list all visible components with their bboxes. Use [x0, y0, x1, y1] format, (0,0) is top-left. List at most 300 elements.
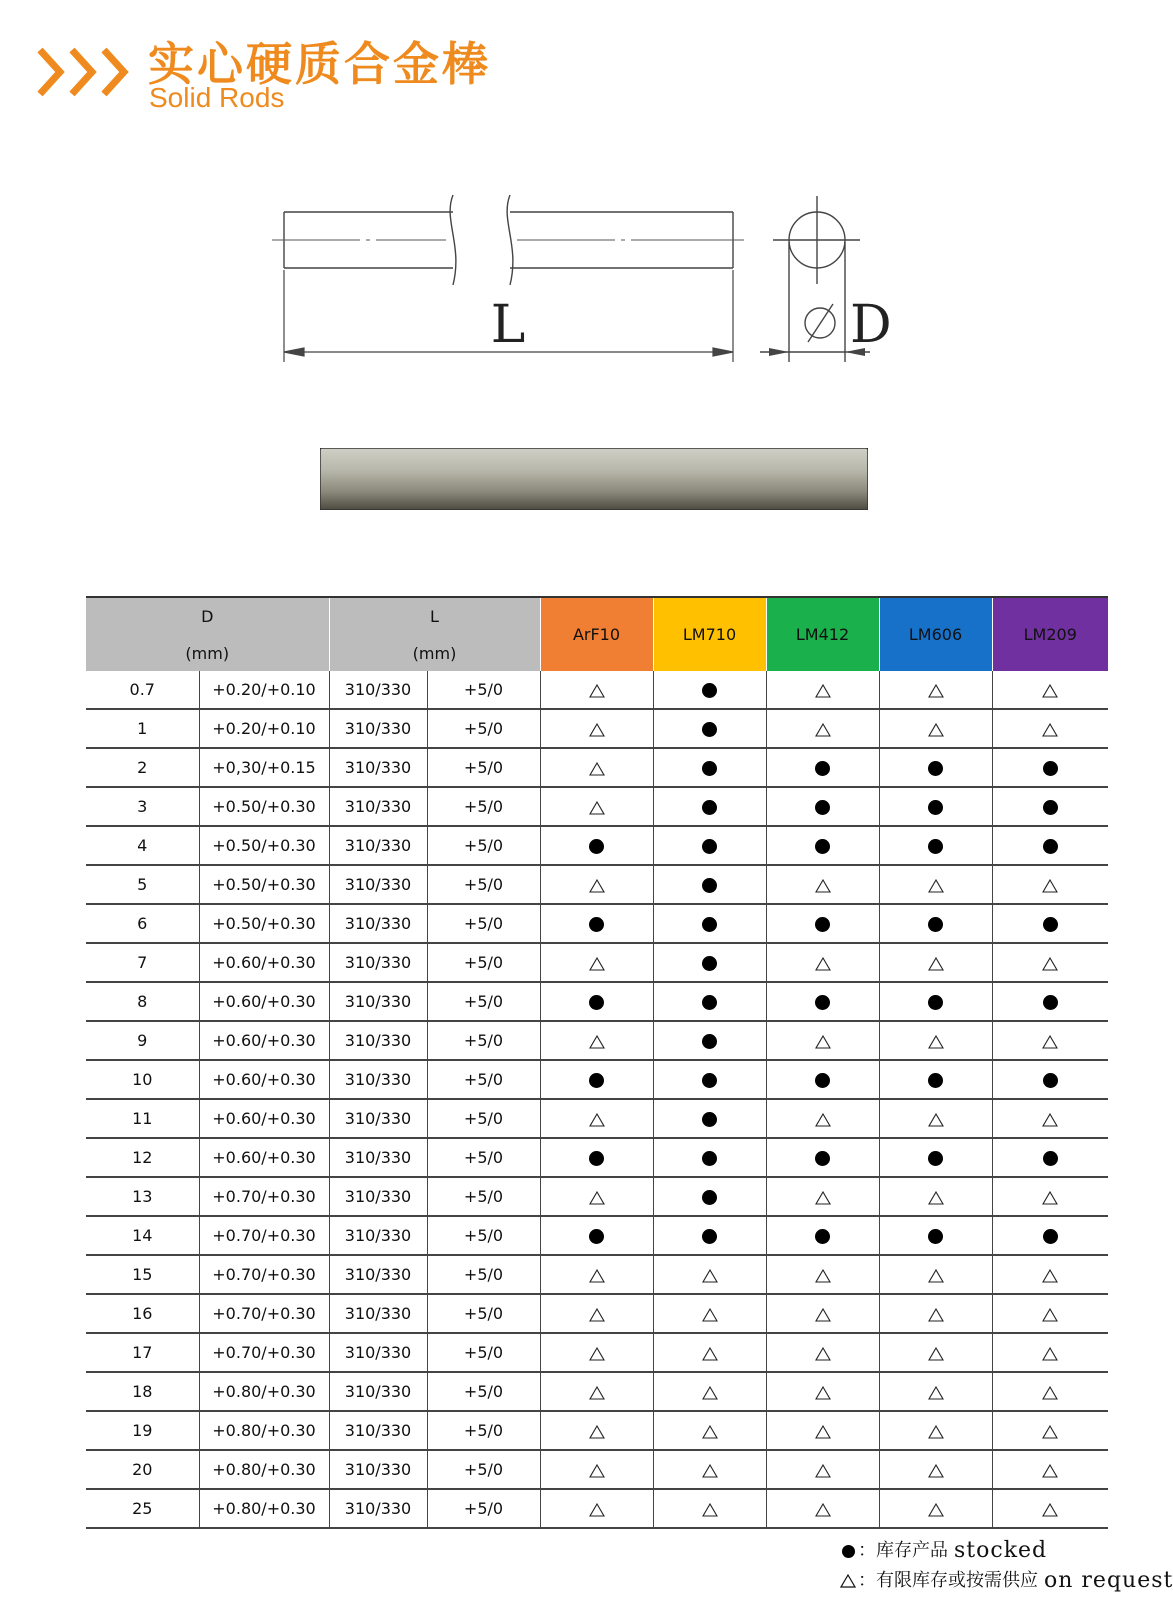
stocked-dot-icon: [1043, 761, 1058, 776]
length-tolerance-cell: +5/0: [427, 1372, 540, 1411]
diameter-tolerance-cell: +0.70/+0.30: [199, 1294, 329, 1333]
availability-cell: [766, 904, 879, 943]
stocked-dot-icon: [702, 1229, 717, 1244]
availability-cell: [766, 1333, 879, 1372]
diameter-cell: 5: [86, 865, 199, 904]
availability-cell: [540, 982, 653, 1021]
on-request-triangle-icon: [815, 879, 831, 893]
diameter-cell: 3: [86, 787, 199, 826]
length-tolerance-cell: +5/0: [427, 1411, 540, 1450]
availability-cell: [879, 1255, 992, 1294]
availability-cell: [992, 1294, 1108, 1333]
availability-cell: [879, 1099, 992, 1138]
stocked-dot-icon: [702, 1151, 717, 1166]
availability-cell: [766, 709, 879, 748]
stocked-dot-icon: [815, 995, 830, 1010]
diameter-cell: 0.7: [86, 671, 199, 709]
availability-cell: [766, 1255, 879, 1294]
availability-cell: [766, 1372, 879, 1411]
length-tolerance-cell: +5/0: [427, 787, 540, 826]
availability-cell: [992, 1021, 1108, 1060]
on-request-triangle-icon: [928, 1386, 944, 1400]
availability-cell: [766, 1450, 879, 1489]
diameter-cell: 7: [86, 943, 199, 982]
on-request-triangle-icon: [589, 1269, 605, 1283]
stocked-dot-icon: [1043, 1229, 1058, 1244]
length-label: L: [490, 295, 526, 355]
availability-cell: [653, 1060, 766, 1099]
length-cell: 310/330: [329, 709, 427, 748]
availability-cell: [540, 748, 653, 787]
availability-cell: [540, 904, 653, 943]
diameter-tolerance-cell: +0.60/+0.30: [199, 1021, 329, 1060]
length-tolerance-cell: +5/0: [427, 865, 540, 904]
availability-cell: [653, 1411, 766, 1450]
diameter-cell: 14: [86, 1216, 199, 1255]
availability-cell: [540, 671, 653, 709]
on-request-triangle-icon: [840, 1574, 856, 1588]
availability-cell: [540, 709, 653, 748]
length-tolerance-cell: +5/0: [427, 1255, 540, 1294]
stocked-dot-icon: [589, 1151, 604, 1166]
diameter-cell: 18: [86, 1372, 199, 1411]
diameter-tolerance-cell: +0.60/+0.30: [199, 982, 329, 1021]
on-request-triangle-icon: [1042, 1386, 1058, 1400]
diameter-label: D: [850, 295, 892, 355]
diameter-tolerance-cell: +0.20/+0.10: [199, 671, 329, 709]
availability-cell: [766, 943, 879, 982]
stocked-dot-icon: [1043, 917, 1058, 932]
length-cell: 310/330: [329, 865, 427, 904]
table-row: [86, 1372, 1108, 1411]
table-row: [86, 709, 1108, 748]
stocked-dot-icon: [702, 878, 717, 893]
diameter-cell: 4: [86, 826, 199, 865]
on-request-triangle-icon: [1042, 723, 1058, 737]
diameter-cell: 9: [86, 1021, 199, 1060]
on-request-triangle-icon: [815, 1308, 831, 1322]
availability-cell: [992, 1099, 1108, 1138]
stocked-dot-icon: [702, 1112, 717, 1127]
on-request-triangle-icon: [1042, 684, 1058, 698]
on-request-triangle-icon: [702, 1464, 718, 1478]
stocked-dot-icon: [1043, 800, 1058, 815]
stocked-dot-icon: [815, 917, 830, 932]
diameter-cell: 20: [86, 1450, 199, 1489]
stocked-dot-icon: [589, 1229, 604, 1244]
length-tolerance-cell: +5/0: [427, 1450, 540, 1489]
rod-photo: [320, 448, 868, 510]
stocked-dot-icon: [702, 839, 717, 854]
availability-cell: [766, 1216, 879, 1255]
stocked-dot-icon: [702, 683, 717, 698]
length-tolerance-cell: +5/0: [427, 1021, 540, 1060]
diameter-cell: 25: [86, 1489, 199, 1528]
diameter-tolerance-cell: +0.70/+0.30: [199, 1333, 329, 1372]
on-request-triangle-icon: [589, 1113, 605, 1127]
page-title-en: Solid Rods: [149, 82, 285, 113]
availability-cell: [766, 1489, 879, 1528]
on-request-triangle-icon: [589, 957, 605, 971]
grade-header-lm412: LM412: [766, 597, 879, 671]
stocked-dot-icon: [1043, 839, 1058, 854]
availability-cell: [879, 1177, 992, 1216]
stocked-dot-icon: [815, 1229, 830, 1244]
length-tolerance-cell: +5/0: [427, 943, 540, 982]
stocked-dot-icon: [1043, 1073, 1058, 1088]
table-row: [86, 904, 1108, 943]
on-request-triangle-icon: [815, 684, 831, 698]
stocked-dot-icon: [589, 1073, 604, 1088]
stocked-dot-icon: [928, 995, 943, 1010]
diameter-tolerance-cell: +0.70/+0.30: [199, 1216, 329, 1255]
on-request-triangle-icon: [815, 1386, 831, 1400]
availability-cell: [879, 1021, 992, 1060]
table-row: [86, 748, 1108, 787]
availability-cell: [879, 826, 992, 865]
header-diameter-unit: (mm): [185, 643, 230, 663]
availability-cell: [653, 1294, 766, 1333]
availability-cell: [540, 787, 653, 826]
availability-cell: [653, 943, 766, 982]
availability-cell: [653, 671, 766, 709]
stocked-dot-icon: [702, 800, 717, 815]
length-cell: 310/330: [329, 1060, 427, 1099]
availability-cell: [766, 826, 879, 865]
length-cell: 310/330: [329, 904, 427, 943]
header-diameter: [86, 597, 329, 671]
stocked-dot-icon: [928, 917, 943, 932]
availability-cell: [879, 671, 992, 709]
availability-cell: [653, 1372, 766, 1411]
availability-cell: [766, 1060, 879, 1099]
legend-request-cn: 有限库存或按需供应: [876, 1570, 1038, 1591]
length-tolerance-cell: +5/0: [427, 1489, 540, 1528]
length-tolerance-cell: +5/0: [427, 1294, 540, 1333]
availability-cell: [653, 1021, 766, 1060]
availability-cell: [540, 1489, 653, 1528]
stocked-dot-icon: [815, 761, 830, 776]
length-tolerance-cell: +5/0: [427, 1333, 540, 1372]
table-header-row: [86, 597, 1108, 671]
legend-stocked-sep: ：: [858, 1540, 876, 1561]
diameter-tolerance-cell: +0.60/+0.30: [199, 1060, 329, 1099]
length-cell: 310/330: [329, 1138, 427, 1177]
table-row: [86, 1021, 1108, 1060]
length-tolerance-cell: +5/0: [427, 1177, 540, 1216]
on-request-triangle-icon: [589, 1191, 605, 1205]
availability-cell: [766, 1411, 879, 1450]
availability-cell: [653, 787, 766, 826]
on-request-triangle-icon: [815, 723, 831, 737]
table-row: [86, 1138, 1108, 1177]
diameter-cell: 16: [86, 1294, 199, 1333]
on-request-triangle-icon: [1042, 1464, 1058, 1478]
stocked-dot-icon: [1043, 1151, 1058, 1166]
availability-cell: [653, 1216, 766, 1255]
table-row: [86, 865, 1108, 904]
length-tolerance-cell: +5/0: [427, 1216, 540, 1255]
availability-cell: [879, 1294, 992, 1333]
on-request-triangle-icon: [815, 1425, 831, 1439]
availability-cell: [540, 1099, 653, 1138]
stocked-dot-icon: [928, 1073, 943, 1088]
on-request-triangle-icon: [1042, 1503, 1058, 1517]
on-request-triangle-icon: [928, 1464, 944, 1478]
stocked-dot-icon: [702, 995, 717, 1010]
availability-cell: [992, 865, 1108, 904]
diameter-tolerance-cell: +0.80/+0.30: [199, 1372, 329, 1411]
length-cell: 310/330: [329, 748, 427, 787]
availability-cell: [879, 1372, 992, 1411]
availability-cell: [540, 1255, 653, 1294]
availability-cell: [992, 1333, 1108, 1372]
diameter-cell: 17: [86, 1333, 199, 1372]
availability-cell: [540, 1138, 653, 1177]
stocked-dot-icon: [589, 917, 604, 932]
length-cell: 310/330: [329, 1450, 427, 1489]
availability-cell: [653, 748, 766, 787]
legend: [838, 1536, 1173, 1596]
page-header: [36, 28, 736, 118]
diameter-cell: 12: [86, 1138, 199, 1177]
availability-cell: [653, 904, 766, 943]
availability-cell: [992, 1372, 1108, 1411]
table-row: [86, 1294, 1108, 1333]
on-request-triangle-icon: [702, 1386, 718, 1400]
diameter-tolerance-cell: +0.50/+0.30: [199, 826, 329, 865]
length-tolerance-cell: +5/0: [427, 982, 540, 1021]
table-row: [86, 1489, 1108, 1528]
availability-cell: [540, 1177, 653, 1216]
stocked-dot-icon: [702, 1034, 717, 1049]
availability-cell: [766, 671, 879, 709]
table-row: [86, 1255, 1108, 1294]
length-cell: 310/330: [329, 826, 427, 865]
diameter-tolerance-cell: +0.60/+0.30: [199, 1099, 329, 1138]
on-request-triangle-icon: [928, 1347, 944, 1361]
on-request-triangle-icon: [1042, 1308, 1058, 1322]
availability-cell: [540, 826, 653, 865]
diameter-cell: 11: [86, 1099, 199, 1138]
length-cell: 310/330: [329, 1099, 427, 1138]
stocked-dot-icon: [928, 1151, 943, 1166]
on-request-triangle-icon: [589, 762, 605, 776]
availability-cell: [540, 1372, 653, 1411]
triple-chevron-icon: [36, 44, 132, 100]
on-request-triangle-icon: [589, 1503, 605, 1517]
stocked-dot-icon: [589, 995, 604, 1010]
grade-header-arf10: ArF10: [540, 597, 653, 671]
availability-cell: [879, 1138, 992, 1177]
availability-cell: [540, 1294, 653, 1333]
length-tolerance-cell: +5/0: [427, 1099, 540, 1138]
availability-cell: [992, 1255, 1108, 1294]
stocked-dot-icon: [702, 722, 717, 737]
availability-cell: [992, 826, 1108, 865]
availability-cell: [766, 1177, 879, 1216]
stocked-dot-icon: [815, 1073, 830, 1088]
diameter-tolerance-cell: +0.50/+0.30: [199, 904, 329, 943]
availability-cell: [766, 787, 879, 826]
stocked-dot-icon: [589, 839, 604, 854]
on-request-triangle-icon: [1042, 1347, 1058, 1361]
length-cell: 310/330: [329, 1021, 427, 1060]
availability-cell: [879, 1216, 992, 1255]
table-row: [86, 1333, 1108, 1372]
availability-cell: [766, 865, 879, 904]
availability-cell: [540, 1333, 653, 1372]
length-cell: 310/330: [329, 1255, 427, 1294]
on-request-triangle-icon: [702, 1425, 718, 1439]
on-request-triangle-icon: [928, 684, 944, 698]
diameter-cell: 2: [86, 748, 199, 787]
stocked-dot-icon: [702, 1190, 717, 1205]
on-request-triangle-icon: [815, 1269, 831, 1283]
length-cell: 310/330: [329, 1216, 427, 1255]
availability-cell: [653, 982, 766, 1021]
on-request-triangle-icon: [589, 1308, 605, 1322]
page-title-cn: 实心硬质合金棒: [148, 37, 491, 91]
diameter-cell: 10: [86, 1060, 199, 1099]
table-row: [86, 1216, 1108, 1255]
header-length-unit: (mm): [412, 643, 457, 663]
on-request-triangle-icon: [702, 1347, 718, 1361]
on-request-triangle-icon: [815, 1035, 831, 1049]
availability-cell: [879, 1450, 992, 1489]
length-tolerance-cell: +5/0: [427, 1138, 540, 1177]
length-cell: 310/330: [329, 1294, 427, 1333]
stocked-dot-icon: [928, 1229, 943, 1244]
on-request-triangle-icon: [1042, 957, 1058, 971]
availability-cell: [540, 1411, 653, 1450]
length-cell: 310/330: [329, 787, 427, 826]
availability-cell: [766, 748, 879, 787]
on-request-triangle-icon: [589, 1035, 605, 1049]
length-cell: 310/330: [329, 1177, 427, 1216]
table-row: [86, 826, 1108, 865]
length-cell: 310/330: [329, 1333, 427, 1372]
rod-spec-table: [86, 596, 1108, 1529]
stocked-dot-icon: [928, 761, 943, 776]
availability-cell: [879, 748, 992, 787]
diameter-tolerance-cell: +0,30/+0.15: [199, 748, 329, 787]
availability-cell: [653, 826, 766, 865]
availability-cell: [540, 865, 653, 904]
availability-cell: [879, 709, 992, 748]
length-tolerance-cell: +5/0: [427, 748, 540, 787]
diameter-tolerance-cell: +0.80/+0.30: [199, 1411, 329, 1450]
header-diameter-label: D: [201, 606, 214, 626]
on-request-triangle-icon: [928, 1035, 944, 1049]
on-request-triangle-icon: [815, 1347, 831, 1361]
on-request-triangle-icon: [815, 957, 831, 971]
availability-cell: [540, 1216, 653, 1255]
availability-cell: [653, 1489, 766, 1528]
grade-header-lm606: LM606: [879, 597, 992, 671]
availability-cell: [653, 1255, 766, 1294]
stocked-dot-icon: [702, 956, 717, 971]
on-request-triangle-icon: [589, 1464, 605, 1478]
stocked-dot-icon: [928, 839, 943, 854]
table-row: [86, 1060, 1108, 1099]
diameter-cell: 6: [86, 904, 199, 943]
on-request-triangle-icon: [928, 1503, 944, 1517]
length-cell: 310/330: [329, 1411, 427, 1450]
on-request-triangle-icon: [928, 723, 944, 737]
on-request-triangle-icon: [1042, 1191, 1058, 1205]
table-row: [86, 1177, 1108, 1216]
availability-cell: [992, 1138, 1108, 1177]
availability-cell: [540, 1021, 653, 1060]
on-request-triangle-icon: [815, 1503, 831, 1517]
stocked-dot-icon: [702, 1073, 717, 1088]
diameter-tolerance-cell: +0.50/+0.30: [199, 865, 329, 904]
on-request-triangle-icon: [589, 723, 605, 737]
on-request-triangle-icon: [702, 1503, 718, 1517]
availability-cell: [879, 904, 992, 943]
availability-cell: [540, 1060, 653, 1099]
availability-cell: [992, 787, 1108, 826]
diameter-cell: 15: [86, 1255, 199, 1294]
diameter-tolerance-cell: +0.70/+0.30: [199, 1177, 329, 1216]
grade-header-lm209: LM209: [992, 597, 1108, 671]
availability-cell: [653, 1099, 766, 1138]
legend-request: [838, 1566, 1173, 1596]
diameter-tolerance-cell: +0.20/+0.10: [199, 709, 329, 748]
rod-technical-drawing: [270, 190, 910, 380]
availability-cell: [766, 982, 879, 1021]
stocked-dot-icon: [702, 761, 717, 776]
stocked-dot-icon: [702, 917, 717, 932]
length-cell: 310/330: [329, 982, 427, 1021]
on-request-triangle-icon: [928, 957, 944, 971]
table-body: [86, 671, 1108, 1528]
length-cell: 310/330: [329, 1372, 427, 1411]
diameter-tolerance-cell: +0.60/+0.30: [199, 943, 329, 982]
availability-cell: [653, 709, 766, 748]
table-row: [86, 787, 1108, 826]
availability-cell: [766, 1294, 879, 1333]
availability-cell: [653, 1450, 766, 1489]
availability-cell: [766, 1138, 879, 1177]
legend-stocked-en: stocked: [954, 1538, 1048, 1563]
stocked-dot-icon: [815, 839, 830, 854]
diameter-tolerance-cell: +0.80/+0.30: [199, 1450, 329, 1489]
availability-cell: [992, 709, 1108, 748]
on-request-triangle-icon: [1042, 1425, 1058, 1439]
diameter-tolerance-cell: +0.80/+0.30: [199, 1489, 329, 1528]
length-tolerance-cell: +5/0: [427, 1060, 540, 1099]
availability-cell: [766, 1099, 879, 1138]
diameter-tolerance-cell: +0.70/+0.30: [199, 1255, 329, 1294]
availability-cell: [992, 904, 1108, 943]
length-tolerance-cell: +5/0: [427, 826, 540, 865]
on-request-triangle-icon: [589, 879, 605, 893]
availability-cell: [992, 671, 1108, 709]
availability-cell: [653, 1138, 766, 1177]
table-row: [86, 1099, 1108, 1138]
length-cell: 310/330: [329, 671, 427, 709]
legend-stocked-cn: 库存产品: [876, 1540, 948, 1561]
on-request-triangle-icon: [928, 1113, 944, 1127]
on-request-triangle-icon: [928, 1308, 944, 1322]
diameter-tolerance-cell: +0.60/+0.30: [199, 1138, 329, 1177]
header-length: [329, 597, 540, 671]
availability-cell: [992, 1177, 1108, 1216]
on-request-triangle-icon: [928, 1425, 944, 1439]
availability-cell: [879, 1411, 992, 1450]
